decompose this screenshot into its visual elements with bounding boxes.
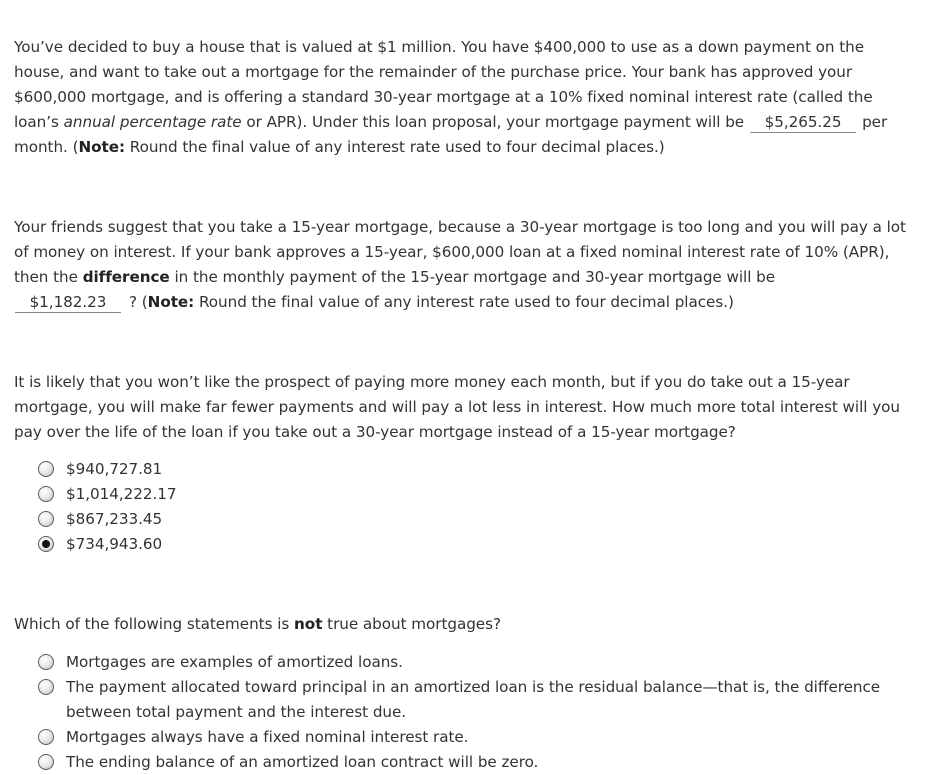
q3-option[interactable] xyxy=(38,532,176,557)
q2-note-text: Round the final value of any interest rate used to four decimal places.) xyxy=(194,293,734,311)
q3-option-label: $734,943.60 xyxy=(66,535,163,553)
q1-text-c: per month. ( xyxy=(14,113,888,156)
q2-text-a: Your friends suggest that you take a 15-year mortgage, because a 30-year mortgage is too long and you will pay a lot of money on interest. If your bank approves a 15-year, $600,000 loan at a fixed nominal interest rate of 10% (APR), then the xyxy=(14,218,906,286)
q4-prompt-b: true about mortgages? xyxy=(322,615,501,633)
q4-option[interactable] xyxy=(38,725,908,750)
q3-radio-button-selected[interactable] xyxy=(38,536,54,552)
q4-radio-button[interactable] xyxy=(38,729,54,745)
q3-option-label: $1,014,222.17 xyxy=(66,485,177,503)
q1-text-a: You’ve decided to buy a house that is valued at $1 million. You have $400,000 to use as a down payment on the house, and want to take out a mortgage for the remainder of the purchase price. Your bank has approved your $600,000 mortgage, and is offering a standard 30-year mortgage at a 10% fixed nominal interest rate (called the loan’s xyxy=(14,38,873,131)
q4-radio-button[interactable] xyxy=(38,754,54,770)
question-2 xyxy=(14,215,919,315)
q3-radio-button[interactable] xyxy=(38,461,54,477)
q1-italic-term: annual percentage rate xyxy=(63,113,242,131)
q3-option-label: $867,233.45 xyxy=(66,510,163,528)
q3-option[interactable] xyxy=(38,482,176,507)
q4-radio-button[interactable] xyxy=(38,654,54,670)
q1-note-label: Note: xyxy=(78,138,126,156)
q2-text-c: ? ( xyxy=(129,293,148,311)
q4-option[interactable] xyxy=(38,650,908,675)
q4-option-label: Mortgages always have a fixed nominal interest rate. xyxy=(66,728,469,746)
q4-options xyxy=(38,650,908,775)
q1-note-text: Round the final value of any interest rate used to four decimal places.) xyxy=(125,138,665,156)
q3-option-label: $940,727.81 xyxy=(66,460,163,478)
q4-option-label: Mortgages are examples of amortized loans. xyxy=(66,653,403,671)
q3-radio-button[interactable] xyxy=(38,486,54,502)
q2-note-label: Note: xyxy=(147,293,195,311)
q4-prompt-bold: not xyxy=(294,615,323,633)
q3-prompt: It is likely that you won’t like the prospect of paying more money each month, but if you do take out a 15-year mortgage, you will make far fewer payments and will pay a lot less in interest. How much more total interest will you pay over the life of the loan if you take out a 30-year mortgage instead of a 15-year mortgage? xyxy=(14,373,900,441)
q4-option-label: The payment allocated toward principal in an amortized loan is the residual balance—that is, the difference between total payment and the interest due. xyxy=(66,678,881,721)
q3-option[interactable] xyxy=(38,507,176,532)
question-3 xyxy=(14,370,919,445)
q4-radio-button[interactable] xyxy=(38,679,54,695)
q2-answer-field[interactable]: $1,182.23 xyxy=(15,292,121,313)
q4-option[interactable] xyxy=(38,675,908,725)
q4-option-label: The ending balance of an amortized loan contract will be zero. xyxy=(66,753,539,771)
q1-text-b: or APR). Under this loan proposal, your mortgage payment will be xyxy=(241,113,745,131)
q4-option[interactable] xyxy=(38,750,908,775)
question-4 xyxy=(14,612,919,637)
q1-answer-field[interactable]: $5,265.25 xyxy=(750,112,856,133)
q3-radio-button[interactable] xyxy=(38,511,54,527)
q3-option[interactable] xyxy=(38,457,176,482)
q2-bold-term: difference xyxy=(82,268,170,286)
q3-options xyxy=(38,457,176,557)
q2-text-b: in the monthly payment of the 15-year mortgage and 30-year mortgage will be xyxy=(169,268,776,286)
q4-prompt-a: Which of the following statements is xyxy=(14,615,295,633)
question-1 xyxy=(14,35,919,160)
